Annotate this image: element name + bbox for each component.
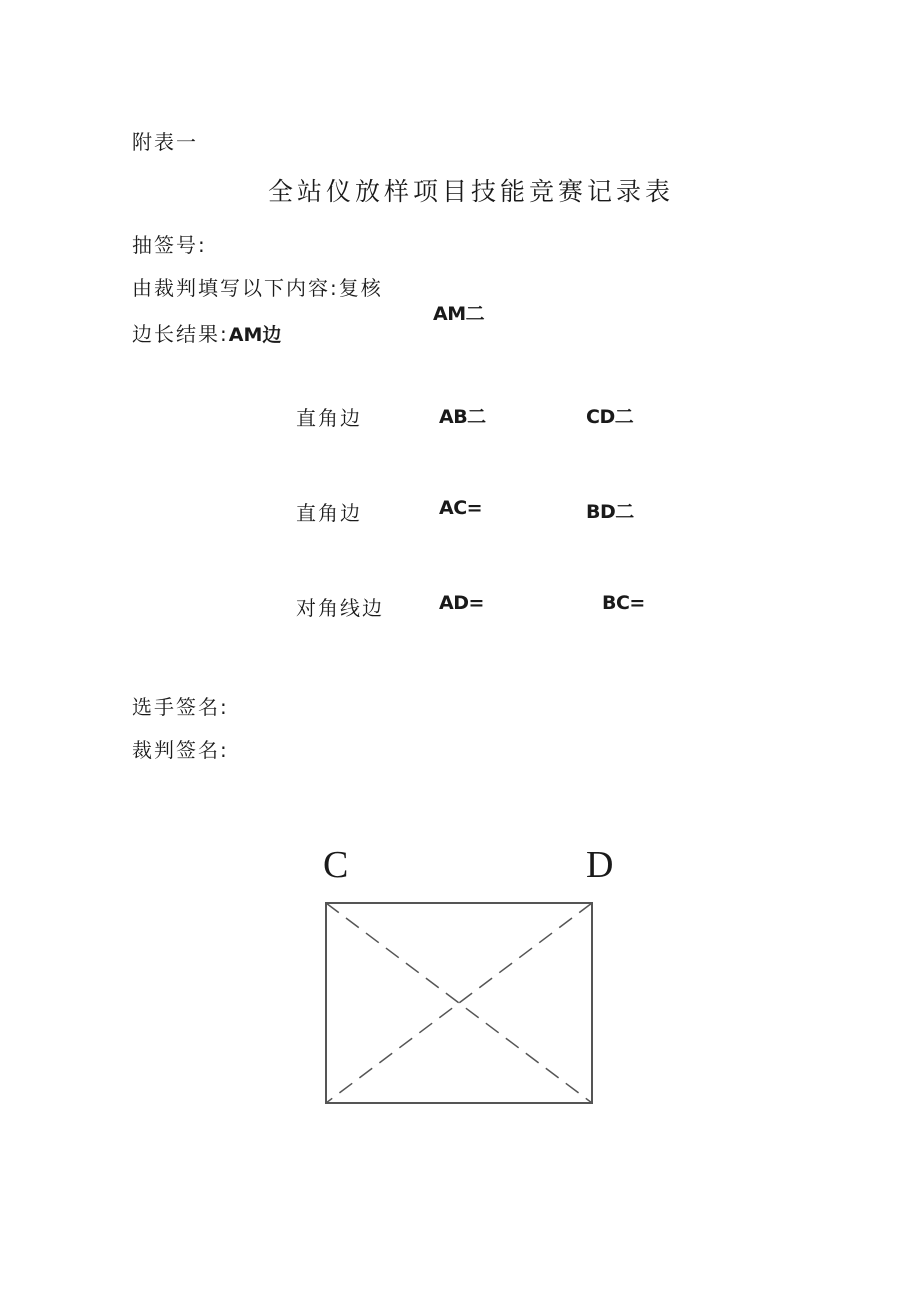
row-value-bc: BC= <box>602 592 645 614</box>
referee-signature-label: 裁判签名: <box>132 738 229 762</box>
am-value: AM二 <box>433 303 485 325</box>
row-label-diagonal: 对角线边 <box>296 596 384 620</box>
edge-result-text: 边长结果: <box>132 322 229 346</box>
am-edge-label: AM边 <box>228 324 282 346</box>
referee-instruction: 由裁判填写以下内容:复核 <box>132 276 383 300</box>
player-signature-label: 选手签名: <box>132 695 229 719</box>
row-value-cd: CD二 <box>586 406 634 428</box>
row-label-right-angle-1: 直角边 <box>296 406 362 430</box>
row-value-ad: AD= <box>439 592 484 614</box>
row-value-ac: AC= <box>439 497 483 519</box>
appendix-label: 附表一 <box>132 130 198 154</box>
corner-label-d: D <box>586 844 614 886</box>
row-value-bd: BD二 <box>586 501 634 523</box>
row-label-right-angle-2: 直角边 <box>296 501 362 525</box>
draw-number-label: 抽签号: <box>132 233 207 257</box>
page-title: 全站仪放样项目技能竞赛记录表 <box>268 177 675 206</box>
corner-label-c: C <box>323 844 349 886</box>
row-value-ab: AB二 <box>439 406 486 428</box>
